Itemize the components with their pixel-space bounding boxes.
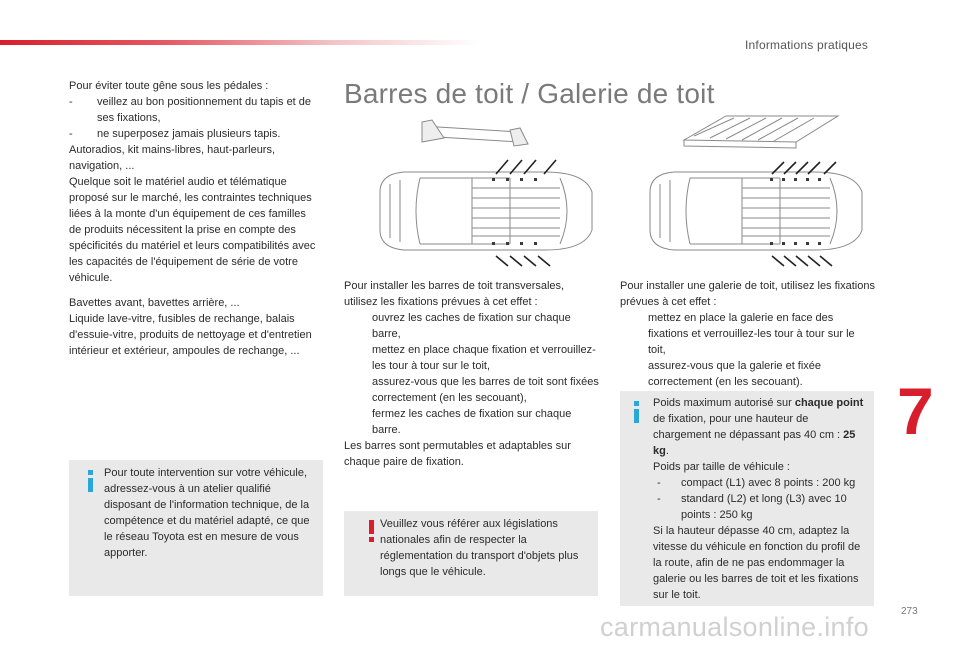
dash-bullet: - <box>657 493 661 505</box>
weight-item: - compact (L1) avec 8 points : 200 kg <box>657 477 856 489</box>
roof-bars-illustration <box>360 112 610 272</box>
pedal-item: - veillez au bon positionnement du tapis et de ses fixations, <box>69 96 312 124</box>
page-title: Barres de toit / Galerie de toit <box>344 78 715 109</box>
roof-bars-step: assurez-vous que les barres de toit sont fixées correctement (en les secouant), <box>372 376 599 404</box>
info-box-service <box>69 460 323 596</box>
chapter-number: 7 <box>897 374 934 448</box>
header-accent-bar <box>0 40 480 45</box>
roof-bars-outro: Les barres sont permutables et adaptables sur chaque paire de fixation. <box>344 440 571 468</box>
weight-item: - standard (L2) et long (L3) avec 10 points : 250 kg <box>657 493 847 521</box>
roof-rack-step: assurez-vous que la galerie et fixée correctement (en les secouant). <box>648 360 822 388</box>
roof-bars-step: fermez les caches de fixation sur chaque barre. <box>372 408 572 436</box>
roof-rack-instructions <box>620 278 875 390</box>
section-title: Informations pratiques <box>745 38 869 52</box>
weight-by-size-heading: Poids par taille de véhicule : <box>653 461 790 473</box>
dash-bullet: - <box>69 96 73 108</box>
audio-heading: Autoradios, kit mains-libres, haut-parleurs, navigation, ... <box>69 144 276 172</box>
info-icon <box>88 470 93 492</box>
dash-bullet: - <box>69 128 73 140</box>
watermark: carmanualsonline.info <box>600 612 869 642</box>
dash-bullet: - <box>657 477 661 489</box>
roof-bars-intro: Pour installer les barres de toit transversales, utilisez les fixations prévues à cet effet : <box>344 280 565 308</box>
page-number: 273 <box>901 606 918 617</box>
height-warning-text: Si la hauteur dépasse 40 cm, adaptez la vitesse du véhicule en fonction du profil de la route, afin de ne pas endommager la galerie ou les barres de toit et les fixations sur le toit. <box>653 525 861 601</box>
roof-bars-step: mettez en place chaque fixation et verrouillez-les tour à tour sur le toit, <box>372 344 596 372</box>
info-box-service-text: Pour toute intervention sur votre véhicule, adressez-vous à un atelier qualifié disposant de l'information technique, de la compétence et du matériel adapté, ce que le réseau Toyota est en mesure de vous apporter. <box>104 467 310 559</box>
pedal-item: - ne superposez jamais plusieurs tapis. <box>69 128 281 140</box>
info-icon <box>634 401 639 423</box>
roof-rack-intro: Pour installer une galerie de toit, utilisez les fixations prévues à cet effet : <box>620 280 875 308</box>
max-load-text: Poids maximum autorisé sur chaque point de fixation, pour une hauteur de chargement ne dépassant pas 40 cm : 25 kg. <box>653 397 864 457</box>
consumables-text: Liquide lave-vitre, fusibles de rechange, balais d'essuie-vitre, produits de nettoyage et d'entretien intérieur et extérieur, ampoules de rechange, ... <box>69 313 312 357</box>
pedal-intro: Pour éviter toute gêne sous les pédales : <box>69 80 269 92</box>
info-box-load <box>620 391 874 606</box>
warning-icon <box>369 520 374 542</box>
audio-text: Quelque soit le matériel audio et télématique proposé sur le marché, les contraintes techniques liées à la monte d'un équipement de ces familles de produits nécessitent la prise en compte des spécificités du matériel et leurs compatibilités avec les capacités de l'équipement de série de votre véhicule. <box>69 176 316 284</box>
info-box-load-text <box>653 395 869 603</box>
mudflaps-text: Bavettes avant, bavettes arrière, ... <box>69 297 240 309</box>
roof-rack-step: mettez en place la galerie en face des fixations et verrouillez-les tour à tour sur le toit, <box>648 312 855 356</box>
roof-bars-instructions <box>344 278 599 470</box>
warning-box <box>344 511 598 596</box>
left-column-text-2 <box>69 295 319 359</box>
roof-rack-illustration <box>630 112 880 272</box>
roof-bars-step: ouvrez les caches de fixation sur chaque barre, <box>372 312 571 340</box>
warning-box-text: Veuillez vous référer aux législations nationales afin de respecter la réglementation du transport d'objets plus longs que le véhicule. <box>380 518 579 578</box>
left-column-text <box>69 78 319 286</box>
